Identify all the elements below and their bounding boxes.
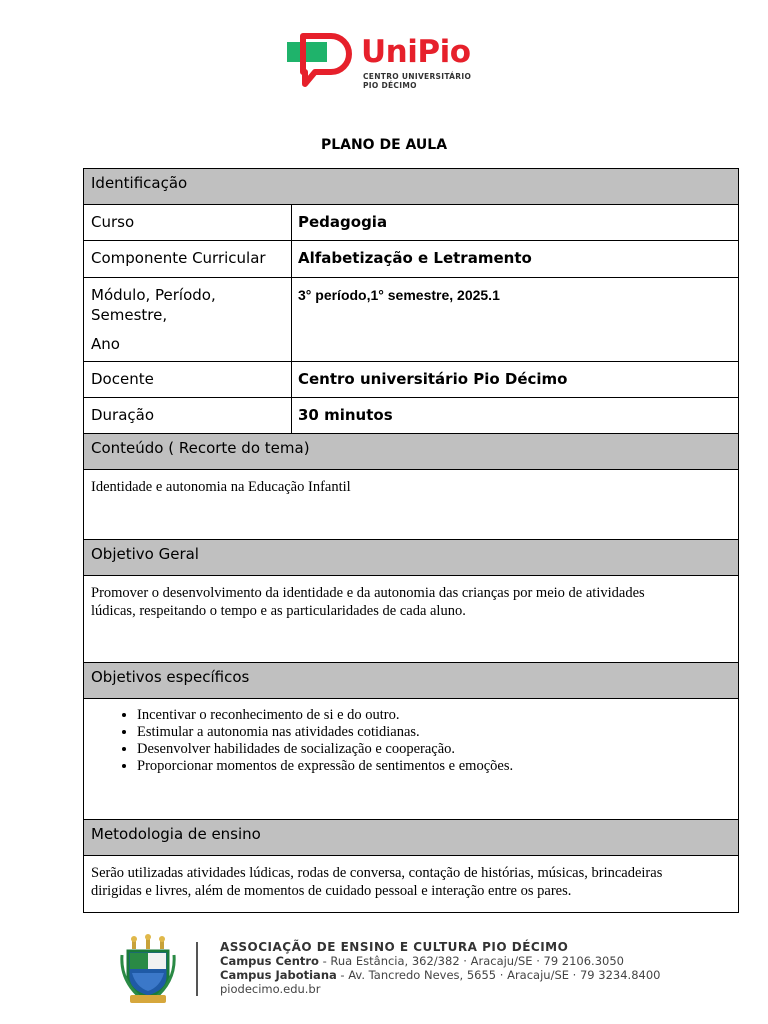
- page-footer: [0, 930, 768, 1010]
- methodology-text: [84, 856, 738, 912]
- list-item: • Estimular a autonomia nas atividades cotidianas.: [137, 724, 731, 741]
- row-label: Docente: [84, 362, 292, 397]
- text-line: lúdicas, respeitando o tempo e as particularidades de cada aluno.: [91, 603, 466, 619]
- list-item: • Incentivar o reconhecimento de si e do outro.: [137, 707, 731, 724]
- brand-subtitle: CENTRO UNIVERSITÁRIO: [363, 72, 472, 81]
- campus-info: - Av. Tancredo Neves, 5655 · Aracaju/SE · 79 3234.8400: [336, 968, 661, 982]
- campus-name: Campus Centro: [220, 954, 319, 968]
- row-label-line: Módulo, Período,: [91, 286, 216, 304]
- table-row: [84, 205, 738, 241]
- row-value: Pedagogia: [298, 213, 388, 231]
- row-label-line: Ano: [91, 335, 120, 353]
- brand-subtitle: PIO DÉCIMO: [363, 81, 417, 90]
- section-header-identification: Identificação: [84, 169, 738, 205]
- campus-jabotiana-address: [220, 968, 660, 982]
- content-text: Identidade e autonomia na Educação Infantil: [84, 470, 738, 540]
- table-row: [84, 362, 738, 398]
- table-row: [84, 241, 738, 278]
- lesson-plan-table: [83, 168, 739, 913]
- row-label: Curso: [84, 205, 292, 240]
- section-header-content: Conteúdo ( Recorte do tema): [84, 434, 738, 470]
- org-name: ASSOCIAÇÃO DE ENSINO E CULTURA PIO DÉCIMO: [220, 940, 569, 954]
- website-link[interactable]: piodecimo.edu.br: [220, 982, 321, 996]
- row-value: Centro universitário Pio Décimo: [298, 370, 568, 388]
- row-value: 30 minutos: [298, 406, 393, 424]
- section-header-specific-objectives: Objetivos específicos: [84, 663, 738, 699]
- document-title: PLANO DE AULA: [320, 137, 448, 153]
- section-header-general-objective: Objetivo Geral: [84, 540, 738, 576]
- row-label: [84, 278, 292, 361]
- table-row: [84, 278, 738, 362]
- row-label: Duração: [84, 398, 292, 433]
- institution-crest-icon: [120, 933, 176, 1005]
- campus-info: - Rua Estância, 362/382 · Aracaju/SE · 79 2106.3050: [318, 954, 624, 968]
- row-value: 3° período,1° semestre, 2025.1: [298, 287, 500, 303]
- text-line: dirigidas e livres, além de momentos de cuidado pessoal e interação entre os pares.: [91, 883, 572, 899]
- brand-name: UniPio: [361, 34, 471, 70]
- text-line: Promover o desenvolvimento da identidade e da autonomia das crianças por meio de atividades: [91, 585, 645, 601]
- row-label-line: Semestre,: [91, 306, 168, 324]
- section-header-methodology: Metodologia de ensino: [84, 820, 738, 856]
- footer-divider: [196, 942, 198, 996]
- unipio-logo: [285, 30, 495, 90]
- campus-centro-address: [220, 954, 624, 968]
- row-value: Alfabetização e Letramento: [298, 249, 532, 267]
- list-item: • Proporcionar momentos de expressão de sentimentos e emoções.: [137, 758, 731, 775]
- campus-name: Campus Jabotiana: [220, 968, 337, 982]
- row-label: Componente Curricular: [84, 241, 292, 277]
- list-item: • Desenvolver habilidades de socialização e cooperação.: [137, 741, 731, 758]
- general-objective-text: [84, 576, 738, 663]
- text-line: Serão utilizadas atividades lúdicas, rodas de conversa, contação de histórias, músicas, brincadeiras: [91, 865, 663, 881]
- table-row: [84, 398, 738, 434]
- specific-objectives-list: [84, 699, 738, 820]
- unipio-logo-icon: [285, 30, 357, 88]
